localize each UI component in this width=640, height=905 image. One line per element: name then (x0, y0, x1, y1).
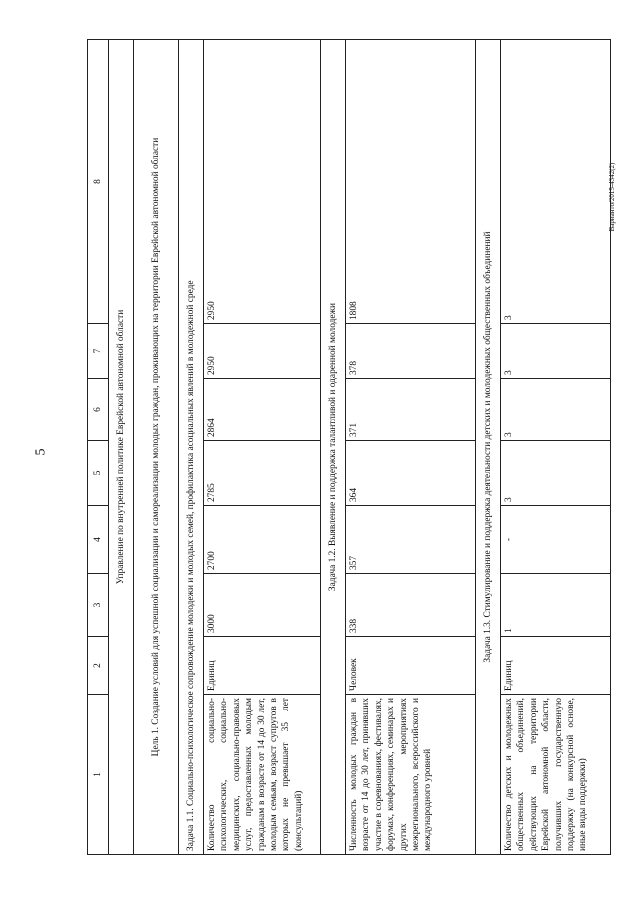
value-cell: 3 (501, 324, 611, 379)
value-cell: 364 (346, 441, 476, 506)
column-number-row (88, 40, 109, 855)
value-cell: - (501, 506, 611, 574)
value-cell: 2950 (204, 324, 321, 379)
task-row (179, 40, 204, 855)
unit-cell: Единиц (204, 637, 321, 695)
document-code: Варианто/2015-4342(2) (608, 162, 616, 232)
value-cell: 378 (346, 324, 476, 379)
value-cell: 1 (501, 574, 611, 637)
value-cell: 3 (501, 40, 611, 324)
value-cell: 3 (501, 441, 611, 506)
task-label: Задача 1.1. Социально-психологическое сопровождение молодежи и молодых семей, профилактика асоциальных явлений в молодежной среде (179, 40, 204, 855)
table-row (501, 40, 611, 855)
table-row (204, 40, 321, 855)
responsible-body: Управление по внутренней политике Еврейской автономной области (109, 40, 134, 855)
column-header: 6 (88, 379, 109, 441)
indicator-name: Количество детских и молодежных общественных объединений, действующих на территории Еврейской автономной области, получивших государственную поддержку (на конкурсной основе, иные виды поддержки) (501, 695, 611, 855)
goal-text: Цель 1. Создание условий для успешной социализации и самореализации молодых граждан, проживающих на территории Еврейской автономной области (134, 40, 179, 855)
value-cell: 2950 (204, 40, 321, 324)
column-header: 3 (88, 574, 109, 637)
value-cell: 3 (501, 379, 611, 441)
task-row (321, 40, 346, 855)
value-cell: 371 (346, 379, 476, 441)
indicators-table (87, 39, 611, 855)
task-row (476, 40, 501, 855)
task-label: Задача 1.2. Выявление и поддержка талантливой и одаренной молодежи (321, 40, 346, 855)
column-header: 7 (88, 324, 109, 379)
column-header: 1 (88, 695, 109, 855)
column-header: 5 (88, 441, 109, 506)
table-row (346, 40, 476, 855)
column-header: 8 (88, 40, 109, 324)
task-label: Задача 1.3. Стимулирование и поддержка деятельности детских и молодежных общественных объединений (476, 40, 501, 855)
indicator-name: Численность молодых граждан в возрасте от 14 до 30 лет, принявших участие в соревнованиях, фестивалях, форумах, конференциях, семинарах и других мероприятиях межрегионального, всероссийского и международного уровней (346, 695, 476, 855)
unit-cell: Единиц (501, 637, 611, 695)
page-number: 5 (33, 448, 49, 456)
value-cell: 3000 (204, 574, 321, 637)
indicator-name: Количество социально-психологических, социально-медицинских, социально-правовых услуг, предоставленных молодым гражданам в возрасте от 14 до 30 лет, молодым семьям, возраст супругов в которых не превышает 35 лет (консультаций) (204, 695, 321, 855)
table-frame (87, 40, 589, 855)
value-cell: 338 (346, 574, 476, 637)
responsible-body-row (109, 40, 134, 855)
column-header: 4 (88, 506, 109, 574)
unit-cell: Человек (346, 637, 476, 695)
column-header: 2 (88, 637, 109, 695)
value-cell: 2864 (204, 379, 321, 441)
goal-row (134, 40, 179, 855)
value-cell: 357 (346, 506, 476, 574)
value-cell: 1808 (346, 40, 476, 324)
rotated-table-container (87, 40, 589, 855)
value-cell: 2700 (204, 506, 321, 574)
value-cell: 2785 (204, 441, 321, 506)
